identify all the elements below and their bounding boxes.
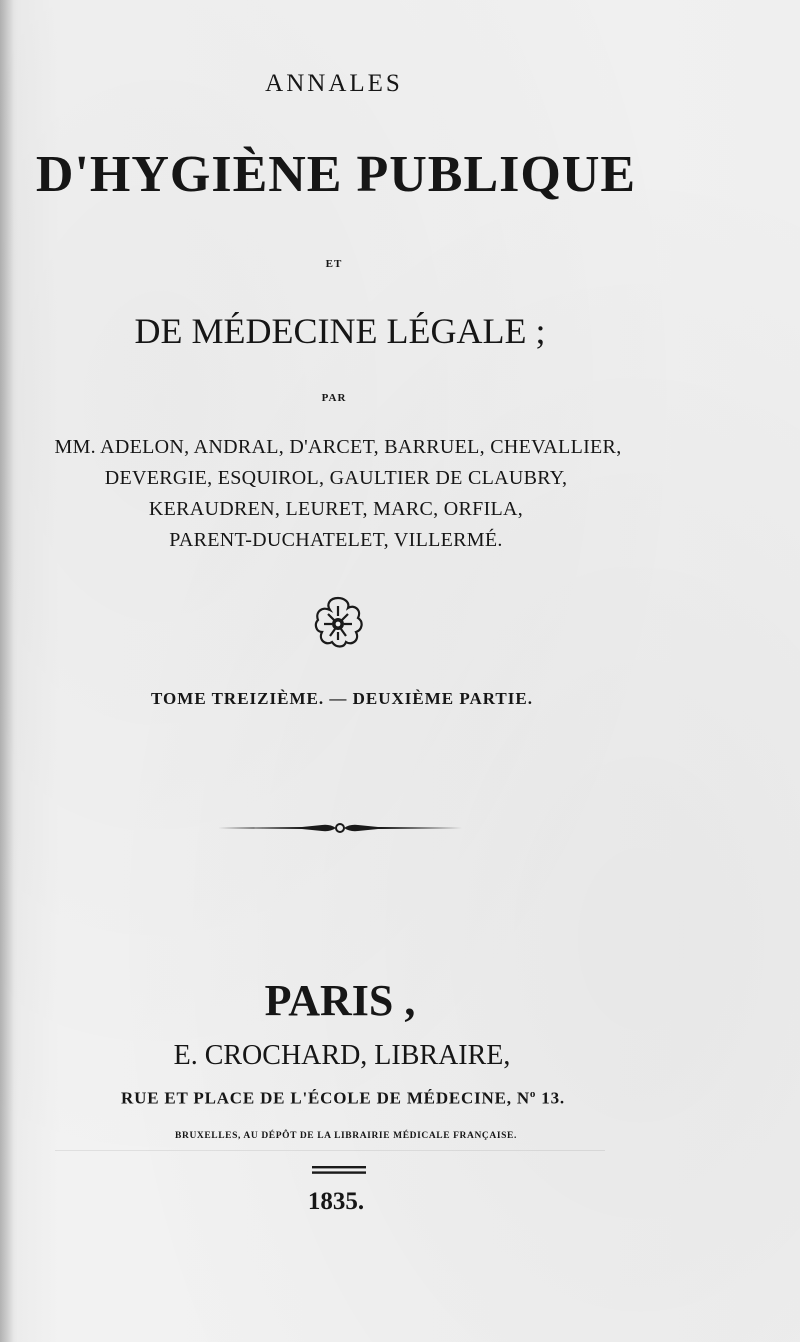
address-text: RUE ET PLACE DE L'ÉCOLE DE MÉDECINE, N: [121, 1088, 530, 1108]
series-title: ANNALES: [265, 70, 403, 97]
publisher: E. CROCHARD, LIBRAIRE,: [173, 1040, 511, 1071]
city: PARIS ,: [264, 976, 416, 1025]
author-line: DEVERGIE, ESQUIROL, GAULTIER DE CLAUBRY,: [104, 467, 568, 489]
divider-ornament-icon: [218, 820, 462, 836]
address-superscript: o: [529, 1088, 537, 1100]
distributor-note: BRUXELLES, AU DÉPÔT DE LA LIBRAIRIE MÉDICALE FRANÇAISE.: [175, 1131, 517, 1141]
bleed-through-line: [55, 1150, 605, 1151]
author-line: MM. ADELON, ANDRAL, D'ARCET, BARRUEL, CHEVALLIER,: [54, 436, 622, 458]
main-title: D'HYGIÈNE PUBLIQUE: [35, 146, 637, 203]
volume-label: TOME TREIZIÈME. — DEUXIÈME PARTIE.: [151, 689, 533, 708]
double-rule-icon: [312, 1165, 366, 1175]
by-label: PAR: [321, 392, 347, 404]
author-line: KERAUDREN, LEURET, MARC, ORFILA,: [148, 498, 524, 520]
fleuron-icon: [310, 594, 366, 650]
address-number: 13.: [536, 1088, 565, 1108]
publisher-address: [0, 1088, 743, 1109]
author-line: PARENT-DUCHATELET, VILLERMÉ.: [169, 529, 503, 551]
subtitle: DE MÉDECINE LÉGALE ;: [134, 311, 546, 351]
conjunction: ET: [325, 258, 343, 270]
publication-year: 1835.: [307, 1188, 365, 1215]
